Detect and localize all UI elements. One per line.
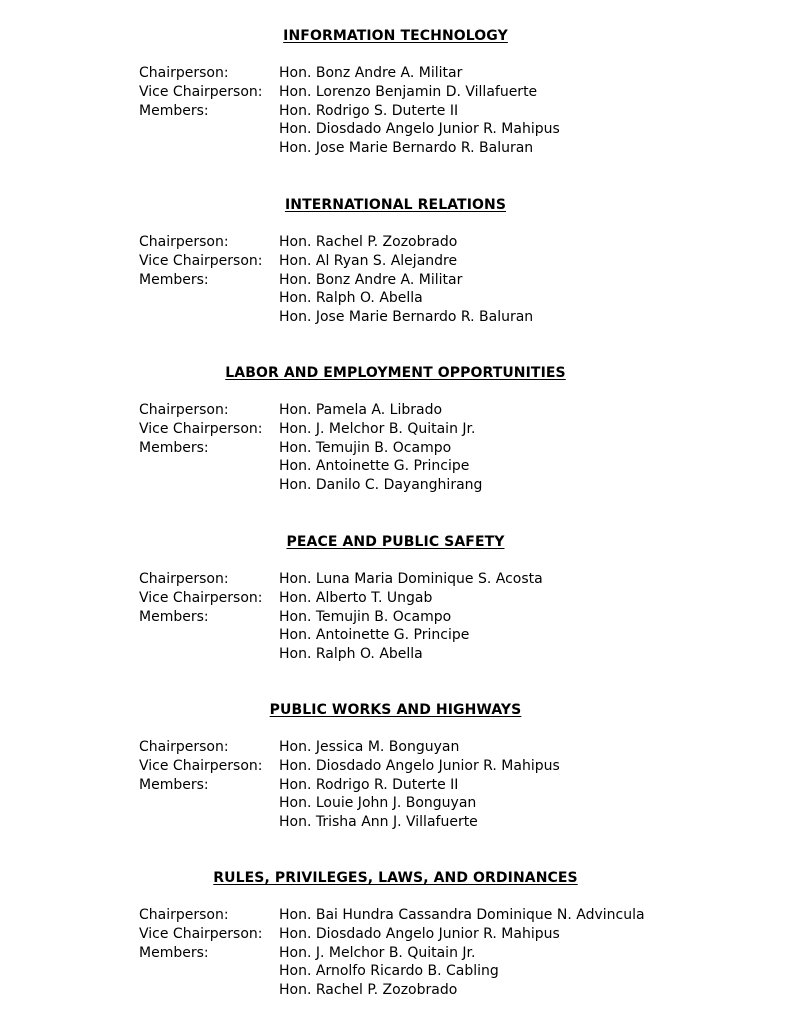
roster-row [0,570,791,589]
roster-row [0,981,791,1000]
member-name: Hon. Jessica M. Bonguyan [279,739,460,755]
member-name: Hon. J. Melchor B. Quitain Jr. [279,944,476,961]
role-label: Vice Chairperson: [139,252,263,269]
member-name: Hon. Ralph O. Abella [279,646,423,663]
member-name: Hon. Rodrigo R. Duterte II [279,776,459,793]
member-name: Hon. Diosdado Angelo Junior R. Mahipus [279,757,560,774]
roster-row [0,476,791,495]
committee-title: INFORMATION TECHNOLOGY [283,28,508,44]
role-label: Chairperson: [139,571,229,587]
roster-row [0,962,791,981]
role-label: Members: [139,776,209,793]
roster-row [0,139,791,158]
roster-row [0,308,791,327]
role-label: Chairperson: [139,739,229,755]
committee-title: LABOR AND EMPLOYMENT OPPORTUNITIES [225,365,566,381]
roster-row [0,401,791,420]
roster-row [0,776,791,795]
member-name: Hon. Al Ryan S. Alejandre [279,252,458,269]
committee-title: PEACE AND PUBLIC SAFETY [286,534,505,550]
roster-row [0,608,791,627]
member-name: Hon. Rodrigo S. Duterte II [279,102,459,119]
role-label: Vice Chairperson: [139,420,263,437]
role-label: Chairperson: [139,234,229,250]
role-label: Members: [139,944,209,961]
role-label: Chairperson: [139,907,229,923]
member-name: Hon. Jose Marie Bernardo R. Baluran [279,309,534,326]
committee-roster [0,906,791,1000]
roster-row [0,738,791,757]
role-label: Vice Chairperson: [139,925,263,942]
committee-roster [0,233,791,327]
member-name: Hon. Diosdado Angelo Junior R. Mahipus [279,925,560,942]
roster-row [0,439,791,458]
roster-row [0,83,791,102]
member-name: Hon. Bonz Andre A. Militar [279,271,463,288]
roster-row [0,906,791,925]
committee-title: INTERNATIONAL RELATIONS [284,197,507,213]
roster-row [0,589,791,608]
roster-row [0,64,791,83]
member-name: Hon. Trisha Ann J. Villafuerte [279,814,478,831]
roster-row [0,794,791,813]
roster-row [0,233,791,252]
roster-row [0,271,791,290]
member-name: Hon. Pamela A. Librado [279,402,443,418]
roster-row [0,925,791,944]
member-name: Hon. Ralph O. Abella [279,290,423,307]
member-name: Hon. Arnolfo Ricardo B. Cabling [279,963,499,980]
roster-row [0,813,791,832]
roster-row [0,626,791,645]
member-name: Hon. Temujin B. Ocampo [279,439,452,456]
role-label: Vice Chairperson: [139,83,263,100]
committee-title: RULES, PRIVILEGES, LAWS, AND ORDINANCES [213,870,578,886]
roster-row [0,944,791,963]
member-name: Hon. Bonz Andre A. Militar [279,65,463,81]
member-name: Hon. Alberto T. Ungab [279,589,433,606]
roster-row [0,645,791,664]
role-label: Members: [139,102,209,119]
role-label: Chairperson: [139,402,229,418]
member-name: Hon. Jose Marie Bernardo R. Baluran [279,140,534,157]
roster-row [0,252,791,271]
committee-roster [0,738,791,832]
roster-row [0,420,791,439]
member-name: Hon. Luna Maria Dominique S. Acosta [279,571,543,587]
member-name: Hon. Diosdado Angelo Junior R. Mahipus [279,121,560,138]
role-label: Members: [139,439,209,456]
role-label: Chairperson: [139,65,229,81]
role-label: Members: [139,608,209,625]
committee-title: PUBLIC WORKS AND HIGHWAYS [269,702,522,718]
role-label: Vice Chairperson: [139,757,263,774]
member-name: Hon. Louie John J. Bonguyan [279,795,477,812]
role-label: Vice Chairperson: [139,589,263,606]
roster-row [0,457,791,476]
role-label: Members: [139,271,209,288]
committee-roster [0,570,791,664]
roster-row [0,289,791,308]
member-name: Hon. Temujin B. Ocampo [279,608,452,625]
member-name: Hon. Antoinette G. Principe [279,458,470,475]
roster-row [0,757,791,776]
member-name: Hon. J. Melchor B. Quitain Jr. [279,420,476,437]
member-name: Hon. Antoinette G. Principe [279,627,470,644]
roster-row [0,102,791,121]
member-name: Hon. Danilo C. Dayanghirang [279,477,483,494]
committee-roster [0,401,791,495]
roster-row [0,120,791,139]
member-name: Hon. Rachel P. Zozobrado [279,234,458,250]
committee-roster [0,64,791,158]
member-name: Hon. Lorenzo Benjamin D. Villafuerte [279,83,538,100]
member-name: Hon. Rachel P. Zozobrado [279,982,458,999]
member-name: Hon. Bai Hundra Cassandra Dominique N. Advincula [279,907,645,923]
